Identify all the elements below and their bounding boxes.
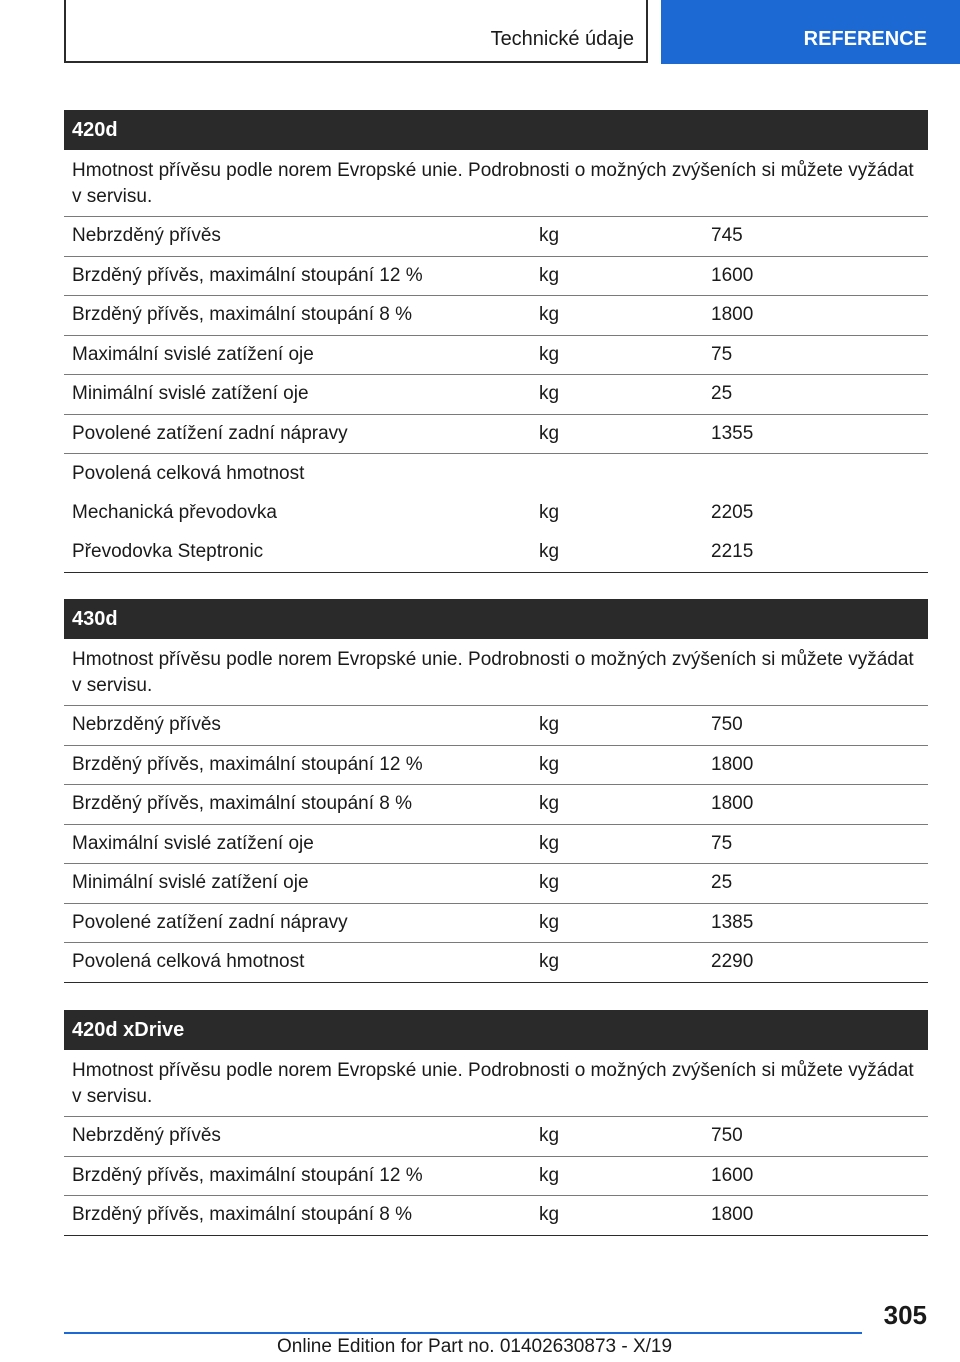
row-label: Brzděný přívěs, maximální stoupání 8 % bbox=[72, 304, 413, 326]
table-row bbox=[64, 296, 928, 336]
row-unit: kg bbox=[539, 1204, 560, 1226]
row-unit: kg bbox=[539, 343, 560, 365]
row-unit: kg bbox=[539, 714, 560, 736]
table-row bbox=[64, 785, 928, 825]
row-value: 2205 bbox=[711, 502, 754, 524]
row-label: Brzděný přívěs, maximální stoupání 12 % bbox=[72, 264, 423, 286]
section-title: 420d xDrive bbox=[64, 1010, 928, 1050]
row-value: 25 bbox=[711, 383, 733, 405]
row-unit: kg bbox=[539, 951, 560, 973]
table-row bbox=[64, 375, 928, 415]
row-value: 1800 bbox=[711, 793, 754, 815]
row-label: Maximální svislé zatížení oje bbox=[72, 343, 314, 365]
row-label: Mechanická převodovka bbox=[72, 502, 277, 524]
row-label: Povolená celková hmotnost bbox=[72, 951, 305, 973]
reference-tab[interactable]: REFERENCE bbox=[661, 0, 960, 64]
table-row bbox=[64, 1117, 928, 1157]
table-row bbox=[64, 454, 928, 494]
row-label: Nebrzděný přívěs bbox=[72, 225, 221, 247]
table-row bbox=[64, 336, 928, 376]
row-label: Brzděný přívěs, maximální stoupání 12 % bbox=[72, 753, 423, 775]
table-row bbox=[64, 494, 928, 534]
section-intro: Hmotnost přívěsu podle norem Evropské unie. Podrobnosti o možných zvýšeních si můžete vyžádat v servisu. bbox=[64, 1050, 928, 1117]
row-value: 2290 bbox=[711, 951, 754, 973]
row-value: 1800 bbox=[711, 753, 754, 775]
table-row bbox=[64, 1157, 928, 1197]
row-label: Brzděný přívěs, maximální stoupání 8 % bbox=[72, 1204, 413, 1226]
spec-section-420d-xdrive bbox=[64, 1010, 928, 1236]
footer-divider bbox=[64, 1332, 862, 1334]
row-unit: kg bbox=[539, 264, 560, 286]
table-row bbox=[64, 904, 928, 944]
row-value: 75 bbox=[711, 343, 733, 365]
row-value: 1800 bbox=[711, 304, 754, 326]
row-value: 2215 bbox=[711, 541, 754, 563]
row-unit: kg bbox=[539, 1164, 560, 1186]
table-row bbox=[64, 533, 928, 573]
section-intro: Hmotnost přívěsu podle norem Evropské unie. Podrobnosti o možných zvýšeních si můžete vyžádat v servisu. bbox=[64, 639, 928, 706]
row-label: Povolené zatížení zadní nápravy bbox=[72, 911, 348, 933]
edition-footer: Online Edition for Part no. 01402630873 - X/19 bbox=[277, 1336, 673, 1357]
table-row bbox=[64, 864, 928, 904]
row-label: Nebrzděný přívěs bbox=[72, 714, 221, 736]
row-value: 1600 bbox=[711, 1164, 754, 1186]
section-title: 420d bbox=[64, 110, 928, 150]
table-row bbox=[64, 943, 928, 983]
row-unit: kg bbox=[539, 832, 560, 854]
spec-section-420d bbox=[64, 110, 928, 573]
header-section-title: Technické údaje bbox=[490, 28, 634, 50]
row-label: Maximální svislé zatížení oje bbox=[72, 832, 314, 854]
row-value: 1800 bbox=[711, 1204, 754, 1226]
row-label: Povolené zatížení zadní nápravy bbox=[72, 422, 348, 444]
row-unit: kg bbox=[539, 911, 560, 933]
table-row bbox=[64, 825, 928, 865]
row-unit: kg bbox=[539, 422, 560, 444]
row-unit: kg bbox=[539, 383, 560, 405]
row-value: 750 bbox=[711, 1125, 743, 1147]
table-row bbox=[64, 257, 928, 297]
row-unit: kg bbox=[539, 502, 560, 524]
row-label: Minimální svislé zatížení oje bbox=[72, 383, 309, 405]
row-label: Nebrzděný přívěs bbox=[72, 1125, 221, 1147]
row-unit: kg bbox=[539, 1125, 560, 1147]
row-value: 750 bbox=[711, 714, 743, 736]
row-unit: kg bbox=[539, 304, 560, 326]
row-value: 745 bbox=[711, 225, 743, 247]
row-label: Brzděný přívěs, maximální stoupání 12 % bbox=[72, 1164, 423, 1186]
table-row bbox=[64, 1196, 928, 1236]
spec-section-430d bbox=[64, 599, 928, 983]
page-number: 305 bbox=[883, 1300, 927, 1330]
row-unit: kg bbox=[539, 872, 560, 894]
row-unit: kg bbox=[539, 225, 560, 247]
section-title: 430d bbox=[64, 599, 928, 639]
row-value: 1355 bbox=[711, 422, 754, 444]
section-intro: Hmotnost přívěsu podle norem Evropské unie. Podrobnosti o možných zvýšeních si můžete vyžádat v servisu. bbox=[64, 150, 928, 217]
table-row bbox=[64, 746, 928, 786]
row-value: 25 bbox=[711, 872, 733, 894]
table-row bbox=[64, 706, 928, 746]
row-unit: kg bbox=[539, 793, 560, 815]
row-unit: kg bbox=[539, 541, 560, 563]
row-value: 1600 bbox=[711, 264, 754, 286]
row-label: Brzděný přívěs, maximální stoupání 8 % bbox=[72, 793, 413, 815]
row-label: Povolená celková hmotnost bbox=[72, 462, 305, 484]
row-unit: kg bbox=[539, 753, 560, 775]
table-row bbox=[64, 217, 928, 257]
row-label: Minimální svislé zatížení oje bbox=[72, 872, 309, 894]
row-value: 1385 bbox=[711, 911, 754, 933]
row-value: 75 bbox=[711, 832, 733, 854]
row-label: Převodovka Steptronic bbox=[72, 541, 264, 563]
table-row bbox=[64, 415, 928, 455]
